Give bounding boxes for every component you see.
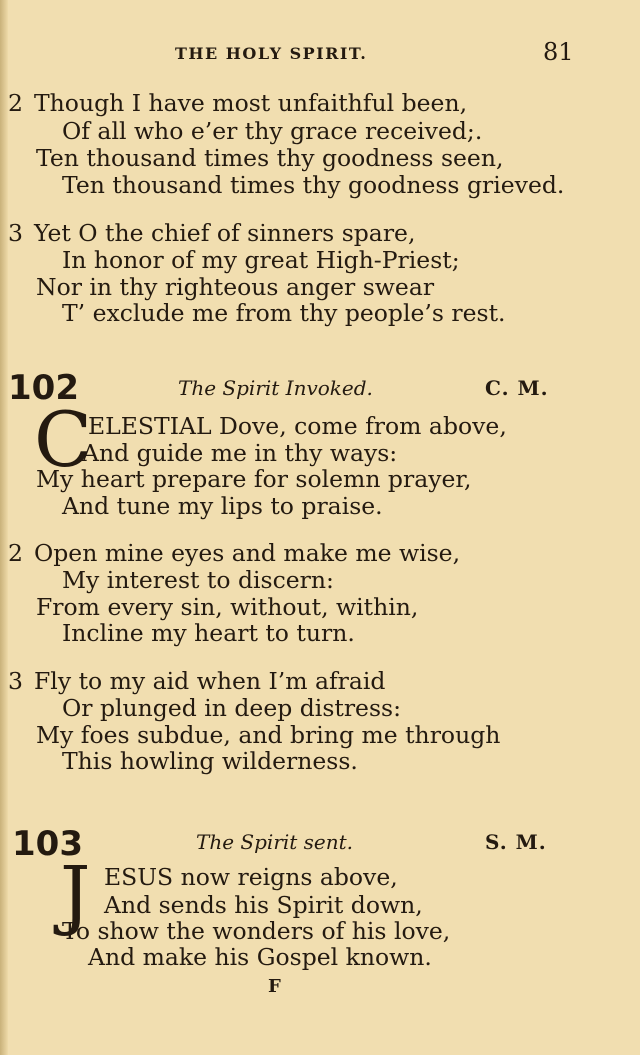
verse-line: From every sin, without, within, — [36, 593, 419, 621]
hymn-meter: S. M. — [485, 830, 547, 854]
hymn-number: 103 — [12, 824, 83, 864]
verse-line: ESUS now reigns above, — [104, 863, 398, 891]
verse-number: 2 — [8, 89, 23, 117]
verse-line: In honor of my great High-Priest; — [62, 246, 460, 274]
verse-number: 3 — [8, 667, 23, 695]
verse-line: 2 Though I have most unfaithful been, — [8, 89, 468, 117]
verse-line: My interest to discern: — [62, 566, 334, 594]
verse-number: 3 — [8, 219, 23, 247]
verse-line: This howling wilderness. — [62, 747, 358, 775]
verse-line: Or plunged in deep distress: — [62, 694, 401, 722]
verse-line: Ten thousand times thy goodness seen, — [36, 144, 504, 172]
verse-line: 2 Open mine eyes and make me wise, — [8, 539, 461, 567]
hymn-number: 102 — [8, 368, 79, 408]
verse-line: And tune my lips to praise. — [62, 492, 383, 520]
verse-line: My foes subdue, and bring me through — [36, 721, 501, 749]
verse-line: 3 Fly to my aid when I’m afraid — [8, 667, 386, 695]
verse-line: 3 Yet O the chief of sinners spare, — [8, 219, 416, 247]
verse-line: Incline my heart to turn. — [62, 619, 355, 647]
verse-line: T’ exclude me from thy people’s rest. — [62, 299, 506, 327]
verse-line: My heart prepare for solemn prayer, — [36, 465, 472, 493]
running-head: THE HOLY SPIRIT. — [175, 44, 368, 63]
verse-line: And guide me in thy ways: — [82, 439, 398, 467]
verse-line: And make his Gospel known. — [88, 943, 432, 971]
verse-line: And sends his Spirit down, — [104, 891, 423, 919]
page-number: 81 — [543, 38, 574, 66]
page-edge-shadow — [0, 0, 8, 1055]
drop-cap: C — [34, 395, 93, 484]
drop-cap: J — [60, 849, 91, 938]
verse-line: ELESTIAL Dove, come from above, — [88, 412, 507, 440]
verse-line: Ten thousand times thy goodness grieved. — [62, 171, 565, 199]
verse-number: 2 — [8, 539, 23, 567]
hymn-title: The Spirit Invoked. — [178, 376, 373, 400]
hymn-title: The Spirit sent. — [196, 830, 354, 854]
hymn-meter: C. M. — [485, 376, 549, 400]
signature-mark: F — [268, 976, 281, 997]
verse-line: Of all who e’er thy grace received;. — [62, 117, 483, 145]
verse-line: To show the wonders of his love, — [62, 917, 451, 945]
verse-line: Nor in thy righteous anger swear — [36, 273, 435, 301]
